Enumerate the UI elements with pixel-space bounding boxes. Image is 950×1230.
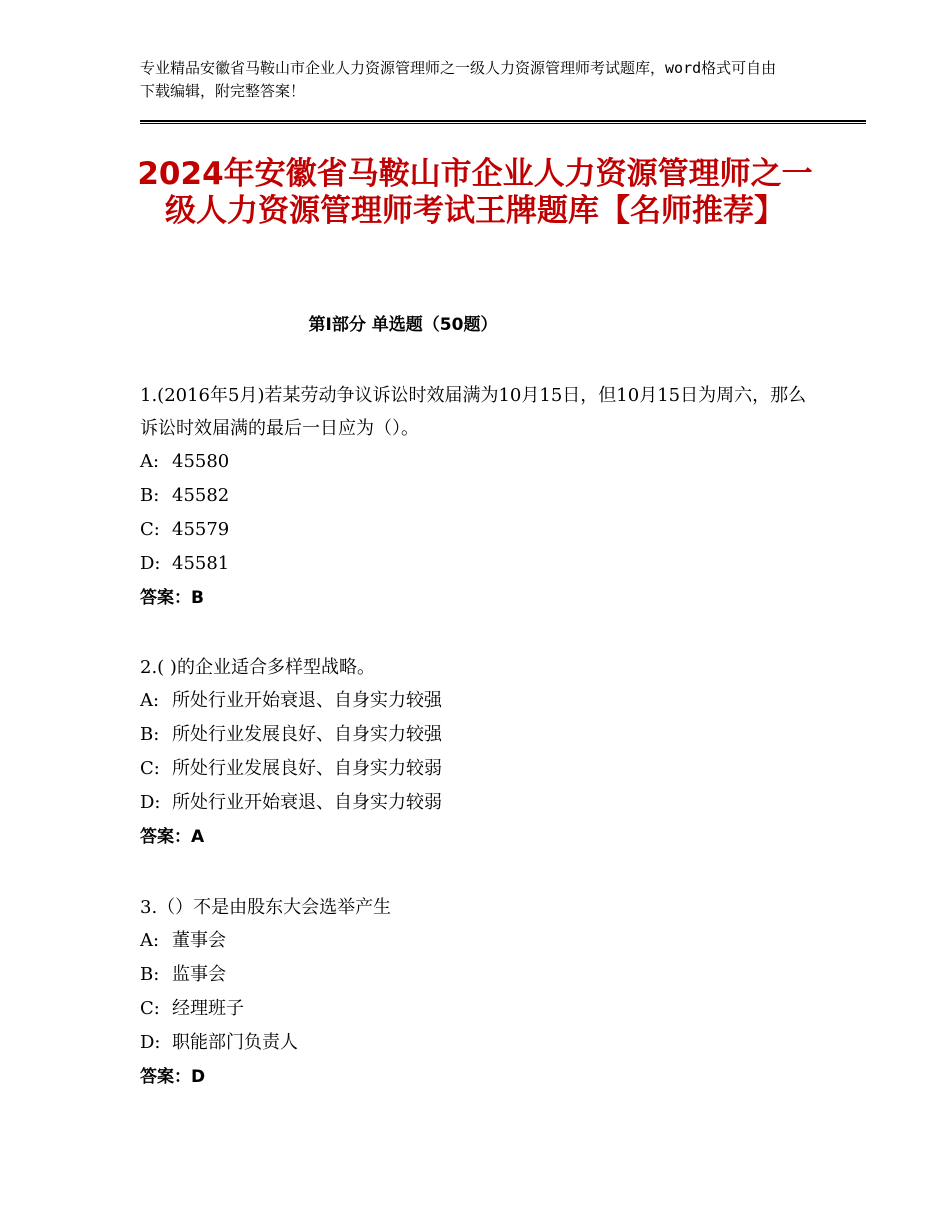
option-text: 董事会 — [172, 930, 226, 951]
document-title: 2024年安徽省马鞍山市企业人力资源管理师之一级人力资源管理师考试王牌题库【名师推荐】 — [137, 156, 813, 229]
option-text: 所处行业开始衰退、自身实力较弱 — [172, 792, 442, 813]
option-letter: B: — [140, 964, 160, 985]
option-letter: C: — [140, 758, 160, 779]
option-text: 45581 — [172, 553, 230, 574]
question-3 — [140, 891, 820, 1094]
option-d — [140, 786, 820, 820]
question-1 — [140, 379, 820, 615]
option-a — [140, 445, 820, 479]
option-letter: C: — [140, 519, 160, 540]
option-letter: D: — [140, 792, 161, 813]
option-b — [140, 958, 820, 992]
option-text: 监事会 — [172, 964, 226, 985]
option-b — [140, 718, 820, 752]
option-a — [140, 924, 820, 958]
option-a — [140, 684, 820, 718]
option-text: 45580 — [172, 451, 230, 472]
option-text: 所处行业发展良好、自身实力较强 — [172, 724, 442, 745]
option-letter: C: — [140, 998, 160, 1019]
option-text: 所处行业开始衰退、自身实力较强 — [172, 690, 442, 711]
option-text: 所处行业发展良好、自身实力较弱 — [172, 758, 442, 779]
option-letter: B: — [140, 724, 160, 745]
answer-line: 答案：B — [140, 588, 204, 608]
option-letter: A: — [140, 930, 160, 951]
option-letter: B: — [140, 485, 160, 506]
option-d — [140, 547, 820, 581]
option-letter: A: — [140, 451, 160, 472]
answer-line: 答案：D — [140, 1067, 206, 1087]
option-letter: D: — [140, 1032, 161, 1053]
option-text: 45579 — [172, 519, 230, 540]
header-divider — [140, 120, 866, 125]
question-stem: 1.(2016年5月)若某劳动争议诉讼时效届满为10月15日，但10月15日为周六，那么诉讼时效届满的最后一日应为（）。 — [140, 385, 807, 439]
question-2 — [140, 651, 820, 854]
option-text: 45582 — [172, 485, 230, 506]
option-c — [140, 513, 820, 547]
option-letter: A: — [140, 690, 160, 711]
question-stem: 2.( )的企业适合多样型战略。 — [140, 657, 375, 678]
option-d — [140, 1026, 820, 1060]
section-heading: 第Ⅰ部分 单选题（50题） — [308, 315, 498, 335]
question-stem: 3.（）不是由股东大会选举产生 — [140, 897, 392, 918]
option-text: 职能部门负责人 — [172, 1032, 298, 1053]
option-letter: D: — [140, 553, 161, 574]
option-b — [140, 479, 820, 513]
option-c — [140, 992, 820, 1026]
option-c — [140, 752, 820, 786]
answer-line: 答案：A — [140, 827, 205, 847]
option-text: 经理班子 — [172, 998, 244, 1019]
header-note: 专业精品安徽省马鞍山市企业人力资源管理师之一级人力资源管理师考试题库，word格式可自由下载编辑，附完整答案！ — [140, 59, 777, 100]
